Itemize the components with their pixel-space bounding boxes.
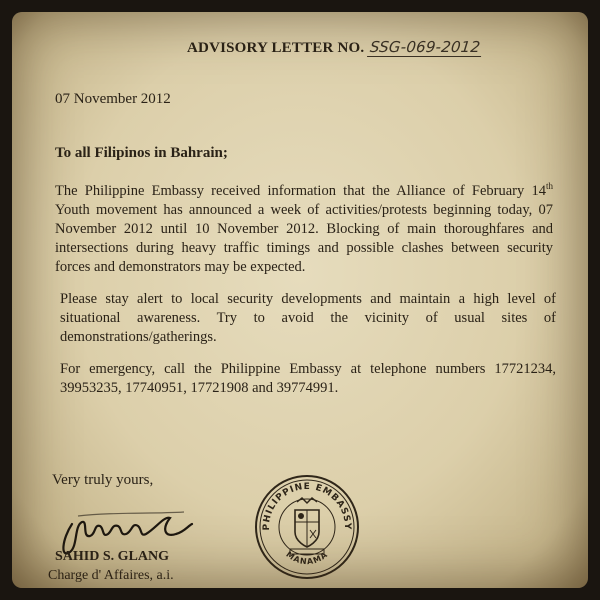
paragraph-2: Please stay alert to local security developments and maintain a high level of situational awareness. Try to avoid the vicinity of usual sites of demonstrations/gatherings. (60, 291, 556, 345)
embassy-seal-icon (252, 472, 362, 582)
svg-text:MANAMA (284, 550, 329, 566)
paragraph-3: For emergency, call the Philippine Embassy at telephone numbers 17721234, 39953235, 17740951, 17721908 and 39774991. (60, 361, 556, 396)
heading-label: ADVISORY LETTER NO. (187, 40, 365, 56)
salutation: To all Filipinos in Bahrain; (55, 145, 228, 161)
seal-top-text: PHILIPPINE EMBASSY (261, 481, 353, 531)
paragraph-1-superscript: th (545, 181, 553, 191)
letter-paper (12, 12, 588, 588)
paragraph-1 (55, 177, 553, 277)
seal-bottom-text: MANAMA (284, 549, 330, 567)
signer-name: SAHID S. GLANG (55, 549, 169, 564)
paragraph-1-part-b: Youth movement has announced a week of activities/protests beginning today, 07 November 2012 until 10 November 2012. Blocking of main thoroughfares and intersections during heavy traffic timings and possible clashes between security forces and demonstrators may be expected. (55, 201, 553, 275)
letter-number: SSG-069-2012 (367, 38, 483, 57)
signer-title: Charge d' Affaires, a.i. (48, 568, 174, 583)
letter-date: 07 November 2012 (55, 91, 171, 107)
paragraph-1-part-a: The Philippine Embassy received information that the Alliance of February 14 (55, 182, 546, 199)
letter-heading (187, 38, 483, 57)
closing: Very truly yours, (52, 472, 154, 488)
